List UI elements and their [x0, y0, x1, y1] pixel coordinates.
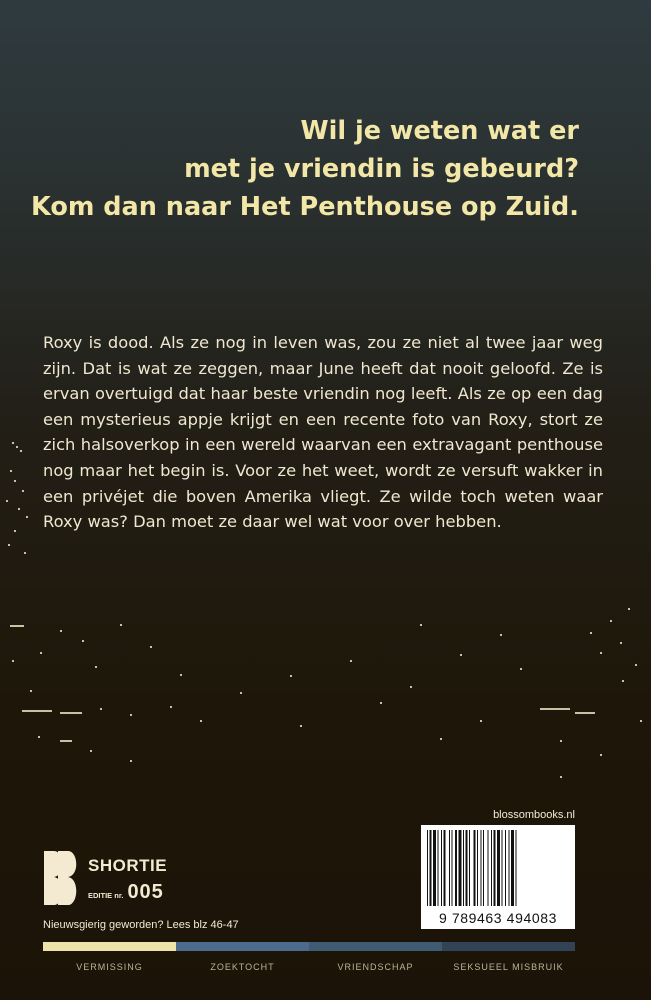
- barcode-bar: [502, 830, 503, 906]
- tagline-line-1: Wil je weten wat er: [300, 116, 579, 146]
- publisher-website: blossombooks.nl: [493, 809, 575, 821]
- teaser-text: Nieuwsgierig geworden? Lees blz 46-47: [43, 919, 239, 931]
- barcode-bar: [488, 830, 489, 906]
- theme-labels: [43, 962, 575, 972]
- theme-bar-segment: [442, 942, 575, 951]
- edition-label: EDITIE nr.: [88, 891, 124, 900]
- barcode-bar: [433, 830, 436, 906]
- barcode-bar: [516, 830, 517, 906]
- barcode-bar: [474, 830, 476, 906]
- barcode-bar: [449, 830, 450, 906]
- back-cover-blurb: Roxy is dood. Als ze nog in leven was, zou ze niet al twee jaar weg zijn. Dat is wat ze zeggen, maar June heeft dat nooit geloofd. Ze is ervan overtuigd dat haar beste vriendin nog leeft. Als ze op een dag een mysterieus appje krijgt en een recente foto van Roxy, stort ze zich halsoverkop in een wereld waarvan een extravagant penthouse nog maar het begin is. Voor ze het weet, wordt ze versuft wakker in een privéjet die boven Amerika vliegt. Ze wilde toch weten waar Roxy was? Dan moet ze daar wel wat voor over hebben.: [43, 333, 603, 532]
- barcode-bar: [430, 830, 432, 906]
- barcode-bar: [477, 830, 478, 906]
- theme-bar-segment: [309, 942, 442, 951]
- double-b-logo-icon: [42, 849, 82, 907]
- barcode-bar: [427, 830, 428, 906]
- isbn-number: 9 789463 494083: [439, 910, 557, 926]
- barcode-bar: [494, 830, 496, 906]
- barcode-bars: [427, 830, 569, 906]
- barcode-bar: [466, 830, 468, 906]
- barcode-bar: [441, 830, 442, 906]
- theme-label: SEKSUEEL MISBRUIK: [453, 962, 564, 972]
- barcode-bar: [497, 830, 500, 906]
- isbn-barcode: [421, 825, 575, 929]
- tagline: [19, 112, 579, 226]
- barcode-bar: [511, 830, 514, 906]
- theme-bar-segment: [176, 942, 309, 951]
- barcode-bar: [483, 830, 484, 906]
- barcode-bar: [491, 830, 492, 906]
- tagline-line-3: Kom dan naar Het Penthouse op Zuid.: [31, 192, 579, 222]
- barcode-bar: [505, 830, 506, 906]
- edition-info: [88, 881, 164, 904]
- city-lights-decoration: [0, 420, 651, 800]
- theme-label: VERMISSING: [76, 962, 143, 972]
- theme-bar-segment: [43, 942, 176, 951]
- barcode-bar: [481, 830, 482, 906]
- barcode-bar: [438, 830, 439, 906]
- theme-color-bar: [43, 942, 575, 951]
- tagline-line-2: met je vriendin is gebeurd?: [184, 154, 579, 184]
- theme-label: ZOEKTOCHT: [210, 962, 275, 972]
- barcode-bar: [455, 830, 457, 906]
- barcode-bar: [459, 830, 462, 906]
- barcode-bar: [469, 830, 470, 906]
- barcode-bar: [452, 830, 453, 906]
- edition-number: 005: [127, 881, 164, 903]
- barcode-bar: [444, 830, 446, 906]
- barcode-bar: [463, 830, 464, 906]
- series-name: SHORTIE: [88, 856, 168, 875]
- theme-label: VRIENDSCHAP: [337, 962, 414, 972]
- barcode-bar: [509, 830, 510, 906]
